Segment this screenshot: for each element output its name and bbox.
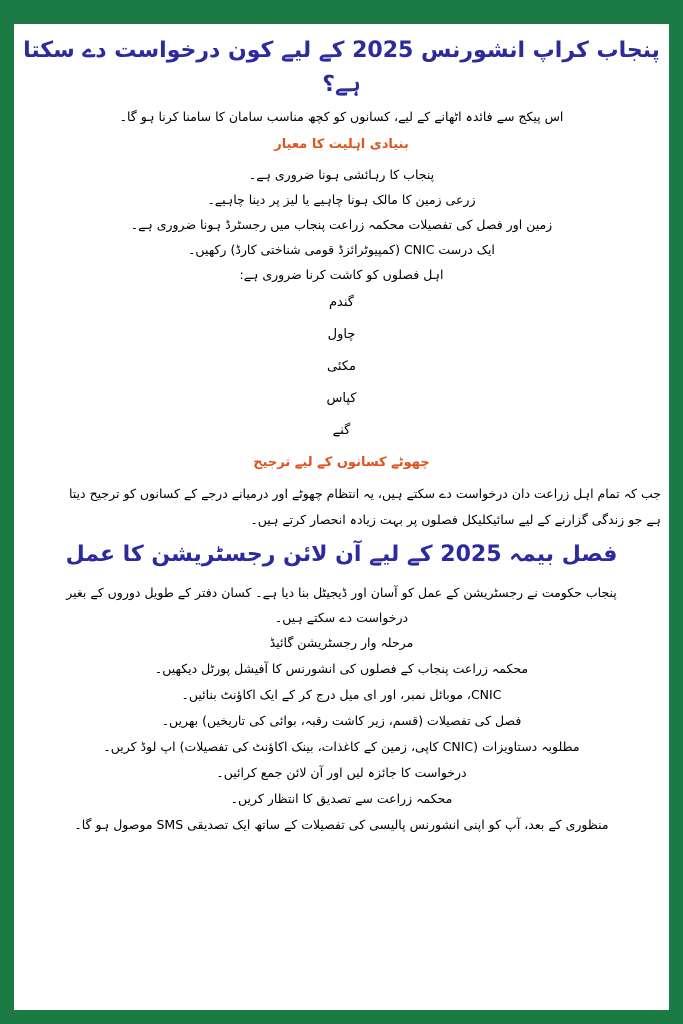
- criteria-item: پنجاب کا رہائشی ہونا ضروری ہے۔: [248, 167, 435, 182]
- steps-list: [14, 658, 669, 836]
- criteria-item: ایک درست CNIC (کمپیوٹرائزڈ قومی شناختی کارڈ) رکھیں۔: [188, 242, 495, 257]
- article-content: [14, 34, 669, 836]
- step-item: مطلوبہ دستاویزات (CNIC کاپی، زمین کے کاغذات، بینک اکاؤنٹ کی تفصیلات) اپ لوڈ کریں۔: [103, 739, 580, 754]
- small-farmers-text: ہے جو زندگی گزارنے کے لیے سائیکلیکل فصلوں پر بہت زیادہ انحصار کرتے ہیں۔: [250, 512, 661, 527]
- page-title: پنجاب کراپ انشورنس 2025 کے لیے کون درخواست دے سکتا ہے؟: [23, 38, 660, 97]
- criteria-item: اہل فصلوں کو کاشت کرنا ضروری ہے:: [239, 267, 444, 282]
- crop-item: گنے: [332, 423, 351, 438]
- eligibility-heading: بنیادی اہلیت کا معیار: [274, 137, 409, 152]
- step-item: محکمہ زراعت سے تصدیق کا انتظار کریں۔: [230, 791, 453, 806]
- step-item: منظوری کے بعد، آپ کو اپنی انشورنس پالیسی کی تفصیلات کے ساتھ ایک تصدیقی SMS موصول ہو گا۔: [74, 817, 609, 832]
- registration-intro: درخواست دے سکتے ہیں۔: [274, 610, 409, 625]
- crop-item: گندم: [329, 295, 354, 310]
- crop-item: مکئی: [327, 359, 356, 374]
- criteria-item: زرعی زمین کا مالک ہونا چاہیے یا لیز پر دینا چاہیے۔: [207, 192, 476, 207]
- registration-title: فصل بیمہ 2025 کے لیے آن لائن رجسٹریشن کا عمل: [65, 542, 618, 567]
- guide-heading: مرحلہ وار رجسٹریشن گائیڈ: [269, 635, 414, 650]
- registration-intro: پنجاب حکومت نے رجسٹریشن کے عمل کو آسان اور ڈیجیٹل بنا دیا ہے۔ کسان دفتر کے طویل دوروں کے بغیر: [66, 585, 617, 600]
- small-farmers-heading: چھوٹے کسانوں کے لیے ترجیح: [253, 455, 430, 470]
- intro-text: اس پیکج سے فائدہ اٹھانے کے لیے، کسانوں کو کچھ مناسب سامان کا سامنا کرنا ہو گا۔: [119, 109, 564, 124]
- crop-item: کپاس: [326, 391, 357, 406]
- small-farmers-text: جب کہ تمام اہل زراعت دان درخواست دے سکتے ہیں، یہ انتظام چھوٹے اور درمیانے درجے کے کسانوں کو ترجیح دیتا: [68, 486, 661, 501]
- criteria-item: زمین اور فصل کی تفصیلات محکمہ زراعت پنجاب میں رجسٹرڈ ہونا ضروری ہے۔: [130, 217, 553, 232]
- step-item: فصل کی تفصیلات (قسم، زیر کاشت رقبہ، بوائی کی تاریخیں) بھریں۔: [161, 713, 522, 728]
- step-item: درخواست کا جائزہ لیں اور آن لائن جمع کرائیں۔: [216, 765, 467, 780]
- crop-item: چاول: [327, 327, 356, 342]
- article-frame: [14, 24, 669, 1010]
- step-item: محکمہ زراعت پنجاب کے فصلوں کی انشورنس کا آفیشل پورٹل دیکھیں۔: [154, 661, 529, 676]
- step-item: CNIC، موبائل نمبر، اور ای میل درج کر کے ایک اکاؤنٹ بنائیں۔: [181, 687, 502, 702]
